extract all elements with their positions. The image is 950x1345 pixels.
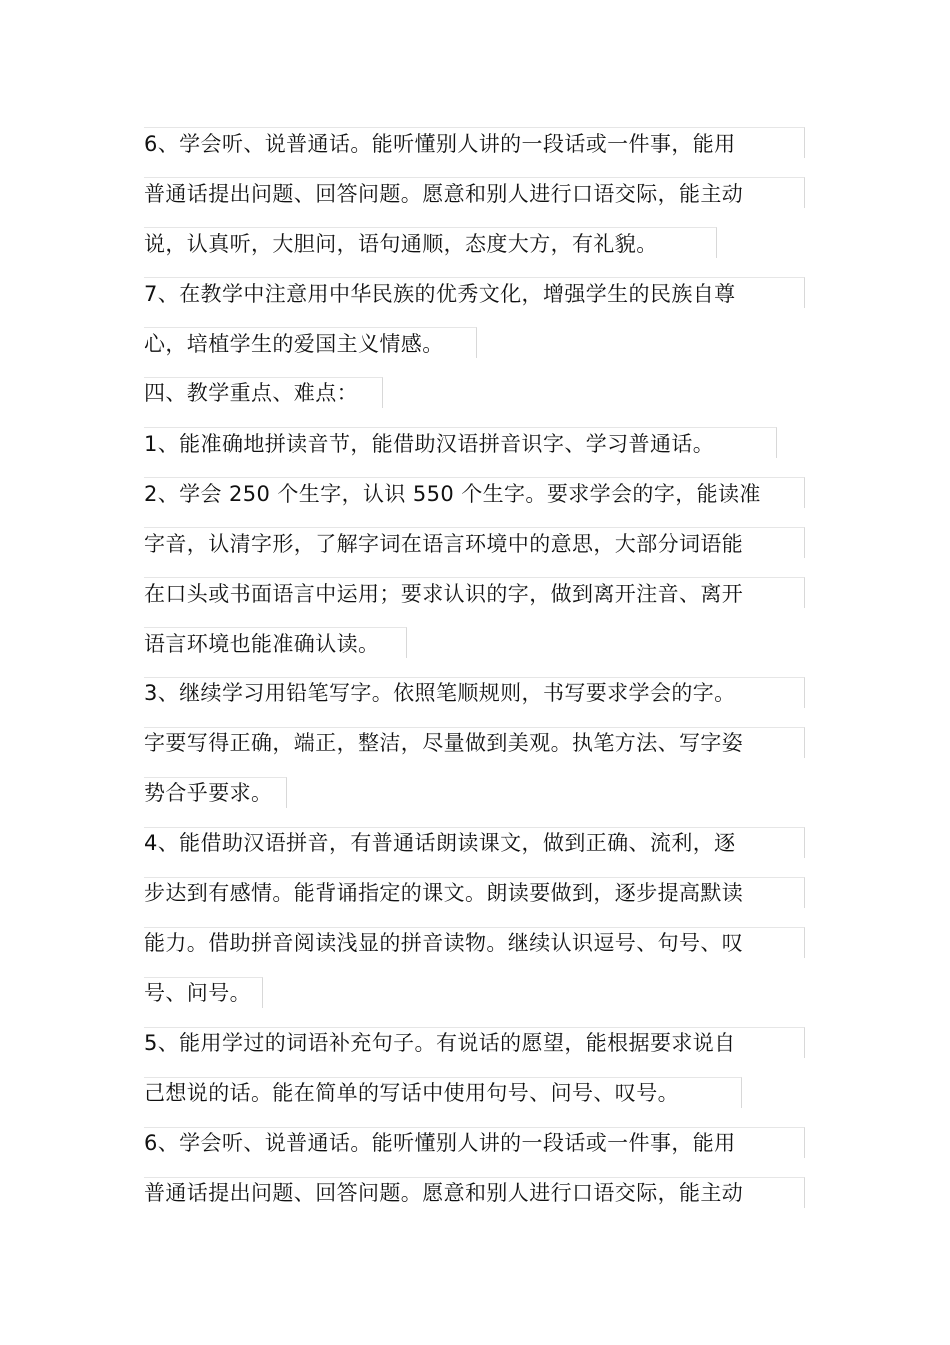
text-line: 字音，认清字形，了解字词在语言环境中的意思，大部分词语能 bbox=[144, 532, 744, 556]
text-line: 5、能用学过的词语补充句子。有说话的愿望，能根据要求说自 bbox=[144, 1031, 736, 1055]
text-line: 普通话提出问题、回答问题。愿意和别人进行口语交际，能主动 bbox=[144, 1181, 744, 1205]
text-line: 字要写得正确，端正，整洁，尽量做到美观。执笔方法、写字姿 bbox=[144, 731, 744, 755]
text-line: 语言环境也能准确认读。 bbox=[144, 632, 380, 656]
text-line: 心，培植学生的爱国主义情感。 bbox=[144, 332, 444, 356]
text-line: 6、学会听、说普通话。能听懂别人讲的一段话或一件事，能用 bbox=[144, 1131, 736, 1155]
text-line: 说，认真听，大胆问，语句通顺，态度大方，有礼貌。 bbox=[144, 232, 658, 256]
text-line: 4、能借助汉语拼音，有普通话朗读课文，做到正确、流利，逐 bbox=[144, 831, 736, 855]
text-line: 1、能准确地拼读音节，能借助汉语拼音识字、学习普通话。 bbox=[144, 432, 715, 456]
text-line: 3、继续学习用铅笔写字。依照笔顺规则，书写要求学会的字。 bbox=[144, 681, 736, 705]
text-line: 步达到有感情。能背诵指定的课文。朗读要做到，逐步提高默读 bbox=[144, 881, 744, 905]
text-line: 普通话提出问题、回答问题。愿意和别人进行口语交际，能主动 bbox=[144, 182, 744, 206]
text-line: 己想说的话。能在简单的写话中使用句号、问号、叹号。 bbox=[144, 1081, 679, 1105]
text-line: 号、问号。 bbox=[144, 981, 251, 1005]
text-line: 7、在教学中注意用中华民族的优秀文化，增强学生的民族自尊 bbox=[144, 282, 736, 306]
section-heading: 四、教学重点、难点： bbox=[144, 381, 358, 405]
text-line: 在口头或书面语言中运用；要求认识的字，做到离开注音、离开 bbox=[144, 582, 744, 606]
text-line: 6、学会听、说普通话。能听懂别人讲的一段话或一件事，能用 bbox=[144, 132, 736, 156]
text-line: 2、学会 250 个生字，认识 550 个生字。要求学会的字，能读准 bbox=[144, 482, 761, 506]
text-line: 势合乎要求。 bbox=[144, 781, 273, 805]
text-line: 能力。借助拼音阅读浅显的拼音读物。继续认识逗号、句号、叹 bbox=[144, 931, 744, 955]
